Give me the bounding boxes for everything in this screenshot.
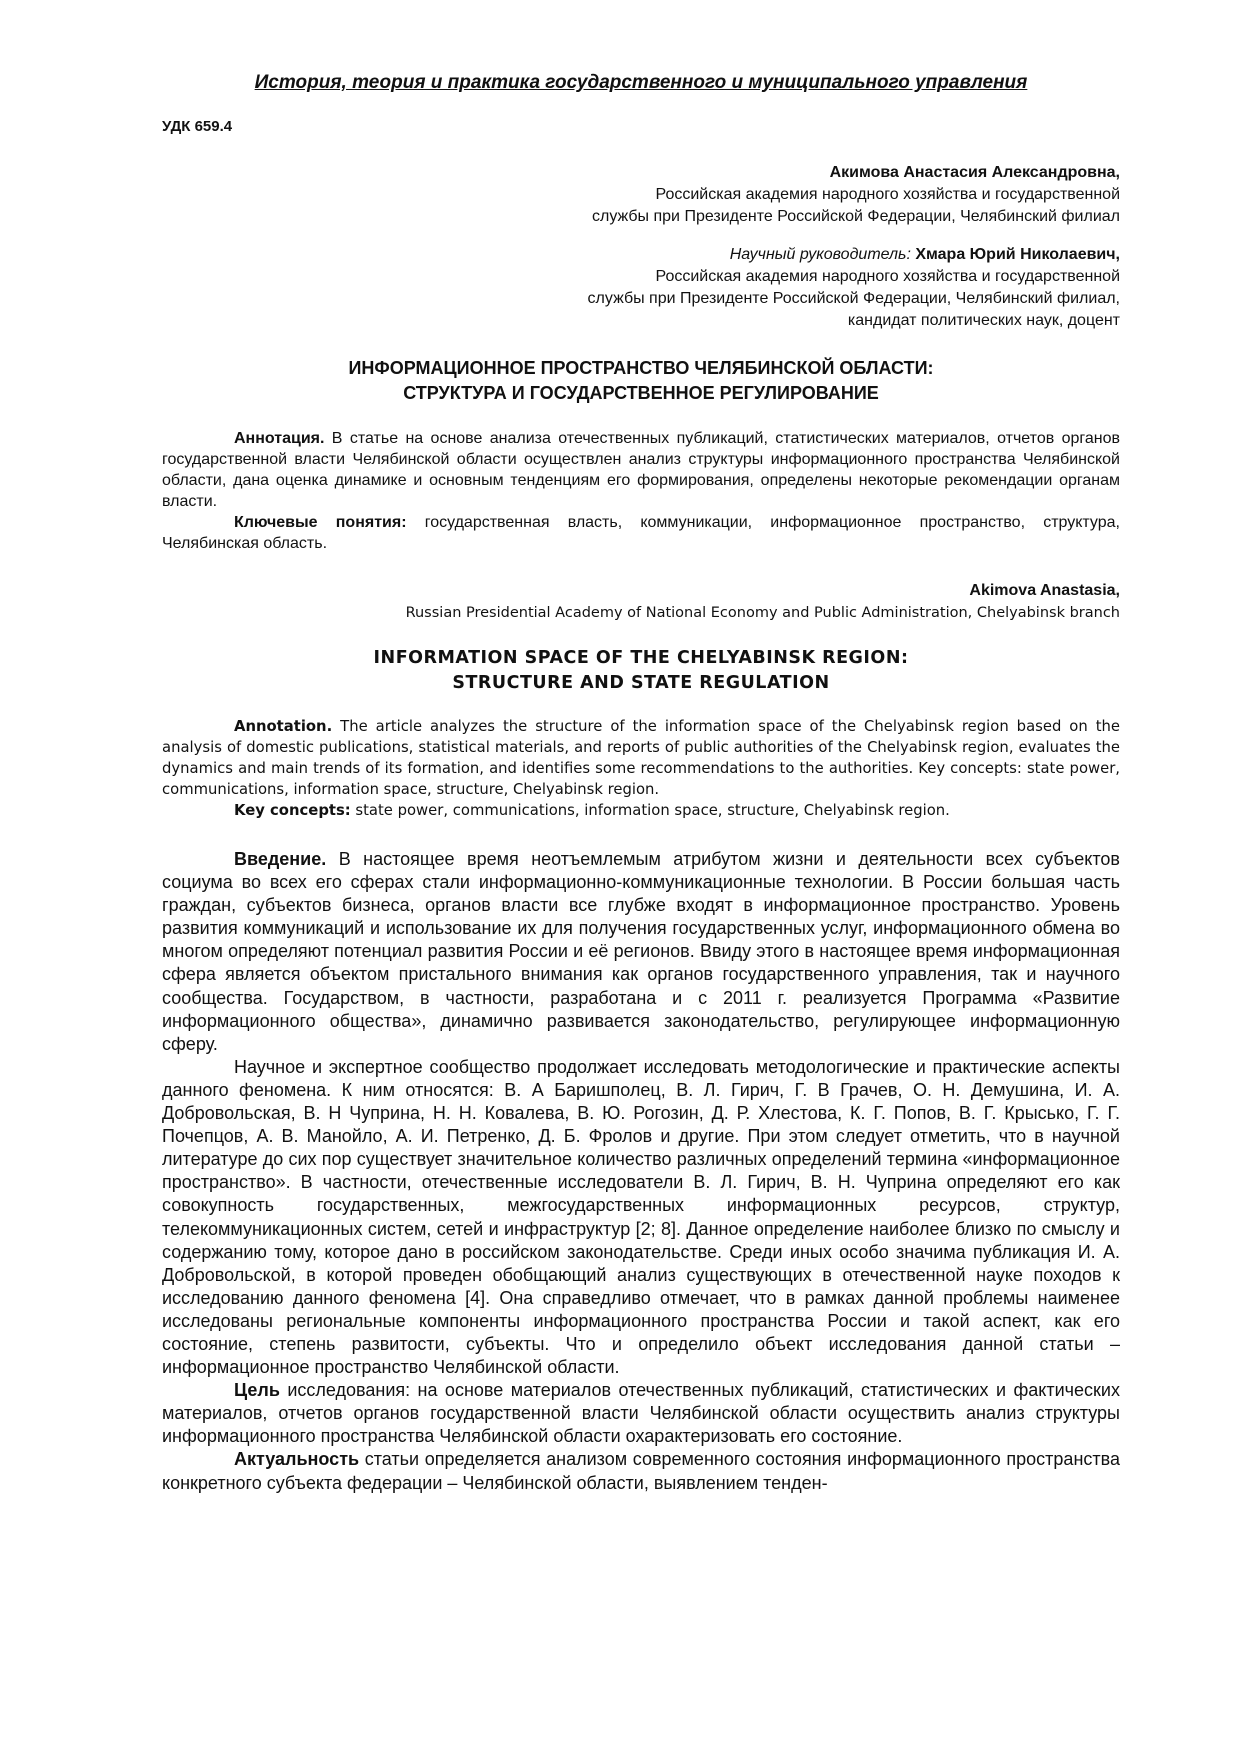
title-en-line2: STRUCTURE AND STATE REGULATION bbox=[452, 673, 830, 693]
abstract-en-label: Annotation. bbox=[234, 718, 333, 735]
abstract-ru-text: В статье на основе анализа отечественных публикаций, статистических материалов, отчетов органов государственной власти Челябинской области осуществлен анализ структуры информационного пространства Челябинской области, дана оценка динамике и основным тенденциям его формирования, определены некоторые рекомендации органам власти. bbox=[162, 430, 1120, 510]
relevance-label: Актуальность bbox=[234, 1449, 360, 1470]
keywords-ru-label: Ключевые понятия: bbox=[234, 514, 407, 531]
intro-paragraph bbox=[162, 848, 1120, 1056]
abstract-ru-label: Аннотация. bbox=[234, 430, 325, 447]
author-affiliation-line1: Российская академия народного хозяйства и государственной bbox=[655, 186, 1120, 203]
advisor-name: Хмара Юрий Николаевич, bbox=[915, 246, 1120, 263]
title-ru-line2: СТРУКТУРА И ГОСУДАРСТВЕННОЕ РЕГУЛИРОВАНИЕ bbox=[403, 383, 879, 403]
advisor-heading bbox=[588, 244, 1120, 266]
body-text bbox=[162, 848, 1120, 1495]
title-ru bbox=[162, 356, 1120, 406]
abstract-en bbox=[162, 716, 1120, 821]
relevance-paragraph bbox=[162, 1448, 1120, 1494]
advisor-role: Научный руководитель: bbox=[729, 246, 911, 263]
goal-text: исследования: на основе материалов отечественных публикаций, статистических и фактических материалов, отчетов органов государственной власти Челябинской области осуществить анализ структуры информационного пространства Челябинской области охарактеризовать его состояние. bbox=[162, 1380, 1120, 1447]
udk-code: УДК 659.4 bbox=[162, 118, 233, 135]
literature-paragraph: Научное и экспертное сообщество продолжает исследовать методологические и практические аспекты данного феномена. К ним относятся: В. А Баришполец, В. Л. Гирич, Г. В Грачев, О. Н. Демушина, И. А. Добровольская, В. Н Чуприна, Н. Н. Ковалева, В. Ю. Рогозин, Д. Р. Хлестова, К. Г. Попов, В. Г. Крысько, Г. Г. Почепцов, А. В. Манойло, А. И. Петренко, Д. Б. Фролов и другие. При этом следует отметить, что в научной литературе до сих пор существует значительное количество различных определений термина «информационное пространство». В частности, отечественные исследователи В. Л. Гирич, В. Н. Чуприна определяют его как совокупность государственных, межгосударственных информационных ресурсов, структур, телекоммуникационных систем, сетей и инфраструктур [2; 8]. Данное определение наиболее близко по смыслу и содержанию тому, которое дано в российском законодательстве. Среди иных особо значима публикация И. А. Добровольской, в которой проведен обобщающий анализ существующих в отечественной науке походов к исследованию данного феномена [4]. Она справедливо отмечает, что в рамках данной проблемы наименее исследованы региональные компоненты информационного пространства России и такой аспект, как его состояние, степень развитости, субъекты. Что и определило объект исследования данной статьи – информационное пространство Челябинской области. bbox=[162, 1056, 1120, 1378]
intro-label: Введение. bbox=[234, 849, 327, 869]
author-en-block bbox=[406, 580, 1120, 624]
keywords-en-text: state power, communications, information space, structure, Chelyabinsk region. bbox=[350, 802, 950, 819]
abstract-ru-paragraph bbox=[162, 428, 1120, 512]
title-en-line1: INFORMATION SPACE OF THE CHELYABINSK REGION: bbox=[373, 648, 909, 668]
keywords-en-paragraph bbox=[162, 800, 1120, 821]
abstract-en-text: The article analyzes the structure of the information space of the Chelyabinsk region based on the analysis of domestic publications, statistical materials, and reports of public authorities of the Chelyabinsk region, evaluates the dynamics and main trends of its formation, and identifies some recommendations to the authorities. Key concepts: state power, communications, information space, structure, Chelyabinsk region. bbox=[162, 718, 1120, 798]
advisor-degree: кандидат политических наук, доцент bbox=[847, 312, 1120, 329]
title-ru-line1: ИНФОРМАЦИОННОЕ ПРОСТРАНСТВО ЧЕЛЯБИНСКОЙ ОБЛАСТИ: bbox=[348, 358, 934, 378]
keywords-en-label: Key concepts: bbox=[234, 802, 351, 819]
abstract-en-paragraph bbox=[162, 716, 1120, 800]
advisor-affiliation-line1: Российская академия народного хозяйства и государственной bbox=[655, 268, 1120, 285]
title-en bbox=[162, 646, 1120, 696]
keywords-ru-paragraph bbox=[162, 512, 1120, 554]
goal-paragraph bbox=[162, 1379, 1120, 1448]
abstract-ru bbox=[162, 428, 1120, 554]
goal-label: Цель bbox=[234, 1380, 280, 1401]
intro-text: В настоящее время неотъемлемым атрибутом жизни и деятельности всех субъектов социума во всех его сферах стали информационно-коммуникационные технологии. В России большая часть граждан, субъектов бизнеса, органов власти все глубже входят в информационное пространство. Уровень развития коммуникаций и использование их для получения государственных услуг, информационного обмена во многом определяют потенциал развития России и её регионов. Ввиду этого в настоящее время информационная сфера является объектом пристального внимания как органов государственного управления, так и научного сообщества. Государством, в частности, разработана и с 2011 г. реализуется Программа «Развитие информационного общества», динамично развивается законодательство, регулирующее информационную сферу. bbox=[162, 849, 1120, 1054]
keywords-ru-text: государственная власть, коммуникации, информационное пространство, структура, Челябинская область. bbox=[162, 514, 1120, 552]
advisor-block bbox=[588, 244, 1120, 332]
advisor-affiliation-line2: службы при Президенте Российской Федерации, Челябинский филиал, bbox=[587, 290, 1120, 307]
author-name: Акимова Анастасия Александровна, bbox=[829, 164, 1120, 181]
author-en-affiliation: Russian Presidential Academy of National Economy and Public Administration, Chelyabinsk branch bbox=[405, 605, 1120, 621]
author-block bbox=[592, 162, 1120, 228]
author-affiliation-line2: службы при Президенте Российской Федерации, Челябинский филиал bbox=[591, 208, 1120, 225]
running-head: История, теория и практика государственного и муниципального управления bbox=[254, 72, 1028, 93]
author-en-name: Akimova Anastasia, bbox=[969, 582, 1120, 599]
relevance-text: статьи определяется анализом современного состояния информационного пространства конкретного субъекта федерации – Челябинской области, выявлением тенден- bbox=[162, 1449, 1120, 1493]
